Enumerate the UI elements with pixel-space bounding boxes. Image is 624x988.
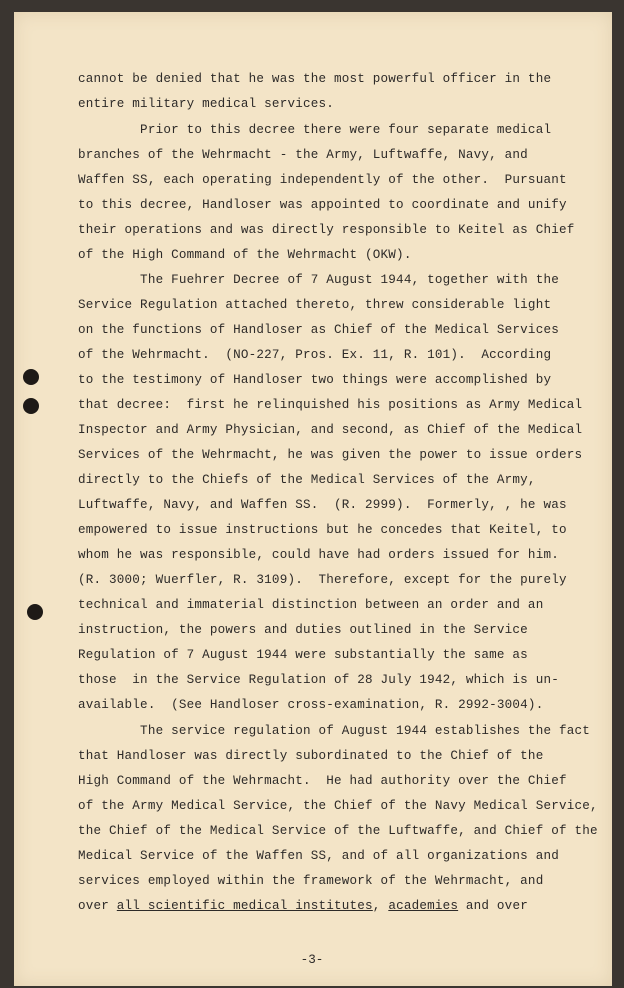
text-line: whom he was responsible, could have had orders issued for him. (78, 548, 559, 562)
text-line: cannot be denied that he was the most powerful officer in the (78, 72, 552, 86)
text-line: instruction, the powers and duties outlined in the Service (78, 623, 528, 637)
underlined-text: all scientific medical institutes (116, 899, 373, 913)
text-line: entire military medical services. (78, 97, 334, 111)
text-line: the Chief of the Medical Service of the Luftwaffe, and Chief of the (78, 824, 598, 838)
text-line: that decree: first he relinquished his positions as Army Medical (78, 398, 583, 412)
text-line: The service regulation of August 1944 establishes the fact (78, 724, 590, 738)
text-line: on the functions of Handloser as Chief of the Medical Services (78, 323, 559, 337)
text-line: their operations and was directly responsible to Keitel as Chief (78, 223, 575, 237)
text-fragment: over (78, 899, 117, 913)
text-line: (R. 3000; Wuerfler, R. 3109). Therefore, except for the purely (78, 573, 567, 587)
text-line: Inspector and Army Physician, and second, as Chief of the Medical (78, 423, 583, 437)
text-line: Waffen SS, each operating independently of the other. Pursuant (78, 173, 567, 187)
underlined-text: academies (388, 899, 459, 913)
text-line: directly to the Chiefs of the Medical Services of the Army, (78, 473, 536, 487)
text-line: technical and immaterial distinction between an order and an (78, 598, 544, 612)
text-line: Service Regulation attached thereto, threw considerable light (78, 298, 552, 312)
text-line: those in the Service Regulation of 28 July 1942, which is un- (78, 673, 559, 687)
text-fragment: and over (458, 899, 528, 913)
text-line: empowered to issue instructions but he concedes that Keitel, to (78, 523, 567, 537)
text-line: of the Army Medical Service, the Chief of the Navy Medical Service, (78, 799, 598, 813)
text-line-last (78, 898, 528, 914)
text-line: to the testimony of Handloser two things were accomplished by (78, 373, 552, 387)
text-line: that Handloser was directly subordinated to the Chief of the (78, 749, 544, 763)
text-line: to this decree, Handloser was appointed to coordinate and unify (78, 198, 567, 212)
text-line: of the Wehrmacht. (NO-227, Pros. Ex. 11, R. 101). According (78, 348, 552, 362)
page-number: -3- (300, 953, 324, 967)
text-line: Prior to this decree there were four separate medical (78, 123, 552, 137)
text-line: Medical Service of the Waffen SS, and of all organizations and (78, 849, 559, 863)
text-line: branches of the Wehrmacht - the Army, Luftwaffe, Navy, and (78, 148, 528, 162)
text-line: Regulation of 7 August 1944 were substantially the same as (78, 648, 528, 662)
text-line: available. (See Handloser cross-examination, R. 2992-3004). (78, 698, 544, 712)
text-line: services employed within the framework of the Wehrmacht, and (78, 874, 544, 888)
punch-hole (23, 369, 39, 385)
text-fragment: , (372, 899, 389, 913)
text-line: of the High Command of the Wehrmacht (OKW). (78, 248, 412, 262)
punch-hole (27, 604, 43, 620)
text-line: The Fuehrer Decree of 7 August 1944, together with the (78, 273, 559, 287)
punch-hole (23, 398, 39, 414)
text-line: High Command of the Wehrmacht. He had authority over the Chief (78, 774, 567, 788)
text-line: Services of the Wehrmacht, he was given the power to issue orders (78, 448, 583, 462)
text-line: Luftwaffe, Navy, and Waffen SS. (R. 2999). Formerly, , he was (78, 498, 567, 512)
